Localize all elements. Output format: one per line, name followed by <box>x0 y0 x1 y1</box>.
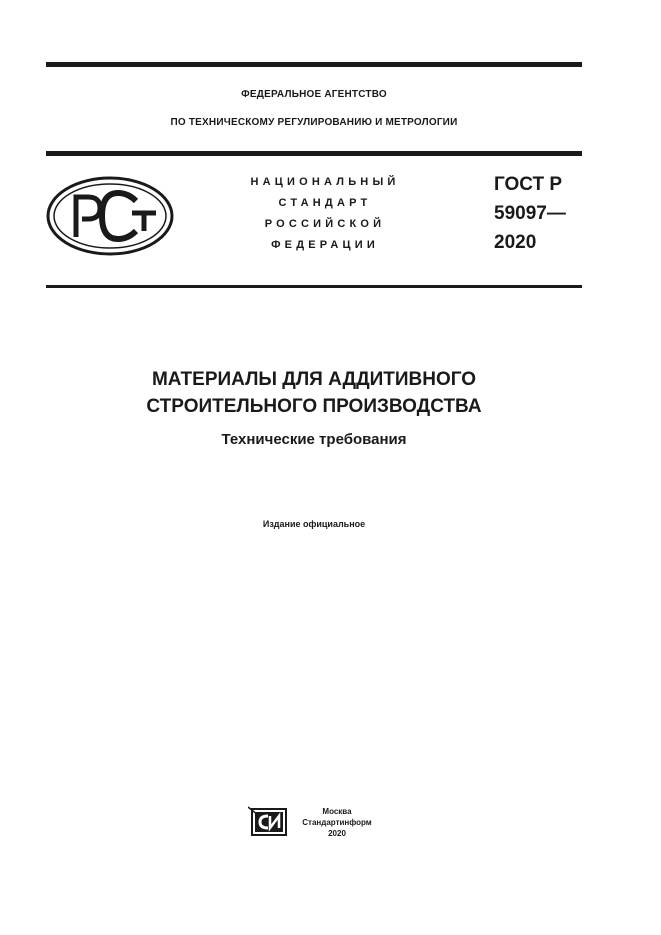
agency-name-line1: ФЕДЕРАЛЬНОЕ АГЕНТСТВО <box>241 89 387 100</box>
title-line2: СТРОИТЕЛЬНОГО ПРОИЗВОДСТВА <box>146 396 482 417</box>
title-line1: МАТЕРИАЛЫ ДЛЯ АДДИТИВНОГО <box>151 369 477 390</box>
bottom-rule <box>46 285 582 288</box>
national-standard-line: СТАНДАРТ <box>278 197 372 209</box>
national-standard-line: НАЦИОНАЛЬНЫЙ <box>250 176 400 188</box>
national-standard-line: ФЕДЕРАЦИИ <box>271 239 379 251</box>
top-rule <box>46 62 582 67</box>
designation-line1: ГОСТ Р <box>494 174 563 195</box>
document-subtitle: Технические требования <box>221 431 407 448</box>
standartinform-logo-icon <box>248 805 292 839</box>
publisher-city: Москва <box>322 807 352 816</box>
publisher-block <box>292 806 382 839</box>
document-title <box>46 366 582 420</box>
edition-note: Издание официальное <box>262 519 366 529</box>
designation-line2: 59097— <box>494 203 566 224</box>
agency-name-line2: ПО ТЕХНИЧЕСКОМУ РЕГУЛИРОВАНИЮ И МЕТРОЛОГИИ <box>170 117 458 128</box>
designation-line3: 2020 <box>494 232 537 253</box>
national-standard-block <box>220 172 430 256</box>
middle-rule <box>46 151 582 156</box>
national-standard-line: РОССИЙСКОЙ <box>264 218 386 230</box>
publisher-year: 2020 <box>328 829 346 838</box>
standard-designation <box>494 170 566 257</box>
publisher-name: Стандартинформ <box>302 818 372 827</box>
rst-logo-icon <box>46 175 176 257</box>
